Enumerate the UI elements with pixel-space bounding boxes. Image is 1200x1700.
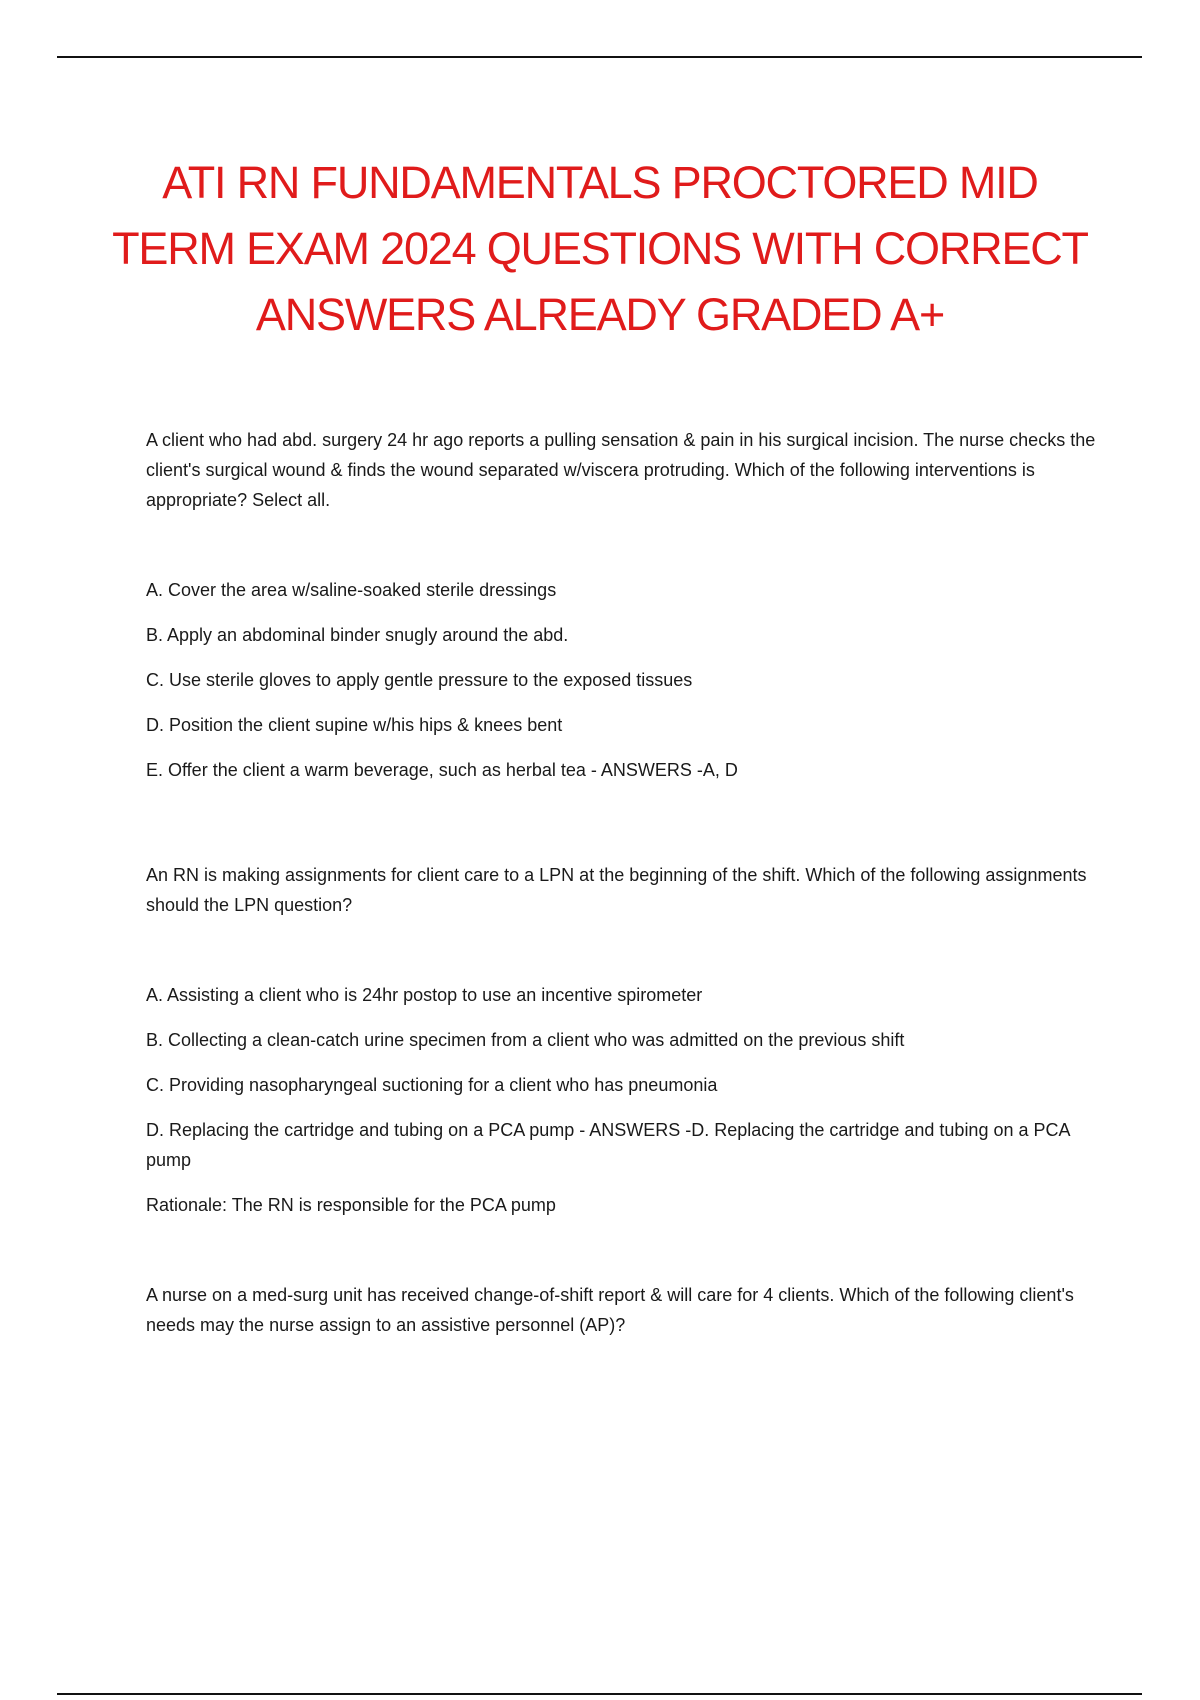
document-body (146, 425, 1096, 1340)
question-1 (146, 425, 1096, 785)
answer-options (146, 980, 1096, 1175)
answer-option: A. Cover the area w/saline-soaked sterile dressings (146, 580, 557, 600)
answer-options (146, 575, 1096, 785)
answer-option: D. Position the client supine w/his hips & knees bent (146, 715, 563, 735)
answer-option: D. Replacing the cartridge and tubing on a PCA pump - ANSWERS -D. Replacing the cartridge and tubing on a PCA pump (146, 1120, 1070, 1170)
bottom-rule (57, 1693, 1142, 1695)
answer-option: C. Providing nasopharyngeal suctioning for a client who has pneumonia (146, 1075, 718, 1095)
answer-option: C. Use sterile gloves to apply gentle pressure to the exposed tissues (146, 670, 693, 690)
question-2 (146, 860, 1096, 1220)
answer-option: A. Assisting a client who is 24hr postop to use an incentive spirometer (146, 985, 703, 1005)
answer-option: B. Apply an abdominal binder snugly around the abd. (146, 625, 569, 645)
answer-option: B. Collecting a clean-catch urine specimen from a client who was admitted on the previous shift (146, 1030, 905, 1050)
question-stem: An RN is making assignments for client care to a LPN at the beginning of the shift. Which of the following assignments should the LPN question? (146, 865, 1087, 915)
question-3 (146, 1280, 1096, 1340)
document-title: ATI RN FUNDAMENTALS PROCTORED MID TERM EXAM 2024 QUESTIONS WITH CORRECT ANSWERS ALREADY GRADED A+ (112, 157, 1088, 340)
top-rule (57, 56, 1142, 58)
rationale-text: Rationale: The RN is responsible for the PCA pump (146, 1195, 556, 1215)
question-stem: A nurse on a med-surg unit has received change-of-shift report & will care for 4 clients. Which of the following client's needs may the nurse assign to an assistive personnel (AP)? (146, 1285, 1074, 1335)
answer-option: E. Offer the client a warm beverage, such as herbal tea - ANSWERS -A, D (146, 760, 738, 780)
question-stem: A client who had abd. surgery 24 hr ago reports a pulling sensation & pain in his surgical incision. The nurse checks the client's surgical wound & finds the wound separated w/viscera protruding. Which of the following interventions is appropriate? Select all. (146, 430, 1096, 510)
